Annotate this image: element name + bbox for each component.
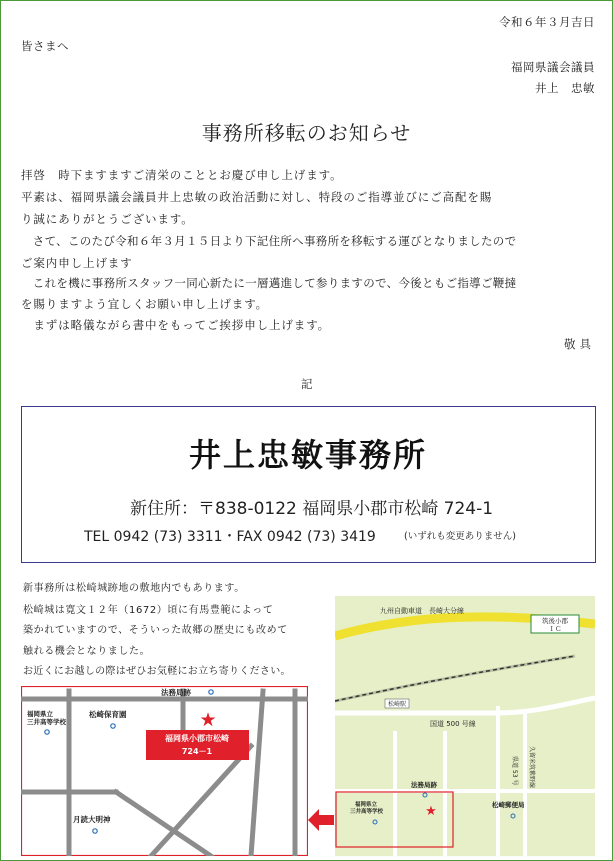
route53-label-line1: 県道 53 号	[511, 756, 518, 786]
ki-label: 記	[301, 377, 313, 391]
notice-line: お近くにお越しの際はぜひお気軽にお立ち寄りください。	[23, 666, 291, 677]
body-line: ご案内申し上げます	[21, 256, 133, 270]
recipient: 皆さまへ	[21, 39, 69, 53]
area-map	[335, 596, 595, 856]
route53-label-line2: 久留米筑紫野線	[528, 746, 535, 789]
office-tel-fax: TEL 0942 (73) 3311・FAX 0942 (73) 3419	[84, 529, 376, 545]
body-line: り誠にありがとうございます。	[21, 212, 194, 226]
sender-name: 井上 忠敏	[535, 81, 595, 95]
school-label-line2: 三井高等学校	[27, 718, 66, 726]
left-arrow-icon	[308, 809, 334, 831]
ic-label-line2: ＩＣ	[548, 625, 562, 633]
houmukyoku-label: 法務局跡	[161, 688, 191, 697]
houmukyoku-label-area: 法務局跡	[411, 781, 437, 789]
closing: 敬具	[564, 337, 595, 351]
school-area-line2: 三井高等学校	[350, 809, 384, 815]
school-label-line1: 福岡県立	[27, 710, 53, 718]
body-line: 平素は、福岡県議会議員井上忠敏の政治活動に対し、特段のご指導並びにご高配を賜	[21, 190, 493, 204]
notice-line: 松崎城は寛文１２年（1672）頃に有馬豊範によって	[23, 605, 274, 616]
notice-line: 新事務所は松崎城跡地の敷地内でもあります。	[23, 583, 245, 594]
office-name: 井上忠敏事務所	[188, 436, 427, 474]
body-line: を賜りますよう宜しくお願い申し上げます。	[21, 297, 269, 311]
sender-title: 福岡県議会議員	[511, 60, 595, 74]
date: 令和６年３月吉日	[499, 15, 595, 29]
office-info-box	[21, 406, 596, 563]
body-line: さて、このたび令和６年３月１５日より下記住所へ事務所を移転する運びとなりましたので	[21, 234, 517, 248]
star-icon: ★	[425, 804, 437, 819]
detail-map-frame	[22, 687, 308, 856]
ic-label-line1: 筑後小郡	[542, 617, 568, 625]
star-icon: ★	[199, 709, 217, 731]
station-label: 松崎駅	[387, 701, 407, 708]
detail-map	[21, 686, 308, 856]
notice-line: 築かれていますので、そういった故郷の歴史にも改めて	[23, 625, 288, 636]
notice-line: 触れる機会となりました。	[23, 646, 151, 657]
route500-label: 国道 500 号線	[430, 720, 476, 728]
office-marker-line1: 福岡県小郡市松崎	[165, 734, 229, 743]
school-area-line1: 福岡県立	[355, 802, 378, 808]
shrine-label: 月読大明神	[73, 815, 111, 824]
office-marker-line2: 724－1	[181, 747, 213, 756]
office-note: (いずれも変更ありません)	[404, 531, 516, 542]
expressway-label: 九州自動車道 長崎大分線	[380, 607, 464, 615]
body-line: まずは略儀ながら書中をもってご挨拶申し上げます。	[21, 318, 331, 332]
body-line: 拝啓 時下ますますご清栄のこととお慶び申し上げます。	[21, 168, 343, 182]
post-office-label: 松崎郵便局	[492, 801, 525, 809]
page-title: 事務所移転のお知らせ	[201, 121, 412, 145]
office-address: 新住所：〒838-0122 福岡県小郡市松崎 724-1	[130, 499, 494, 519]
nursery-label: 松崎保育園	[89, 710, 127, 719]
body-line: これを機に事務所スタッフ一同心新たに一層邁進して参りますので、今後ともご指導ご鞭撻	[21, 276, 517, 290]
